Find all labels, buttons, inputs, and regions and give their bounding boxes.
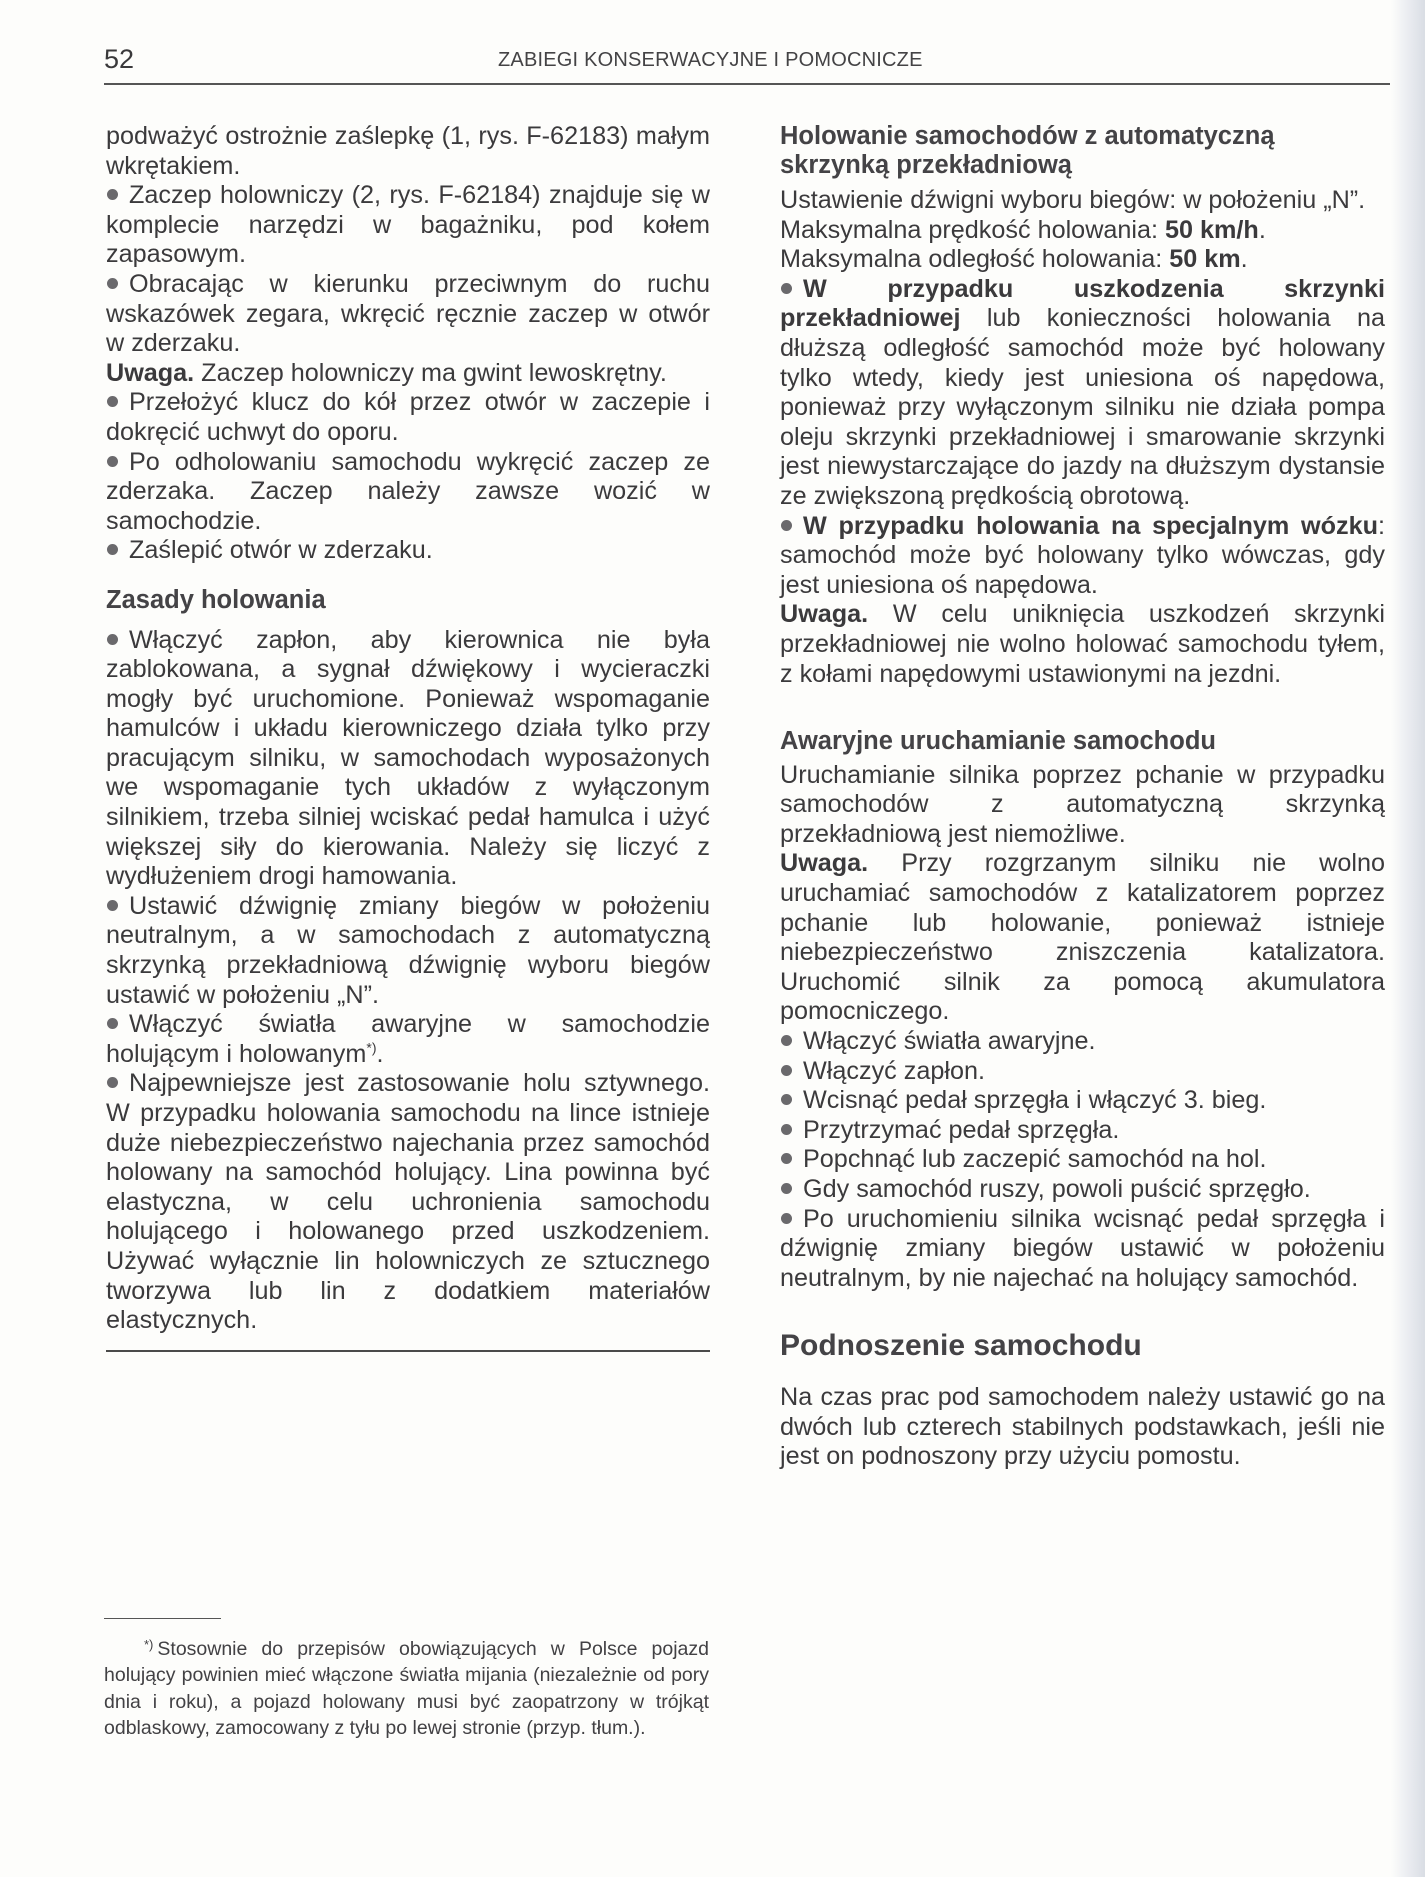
note-label: Uwaga. — [106, 358, 195, 387]
note-paragraph: Uwaga. Zaczep holowniczy ma gwint lewoskrętny. — [106, 358, 667, 387]
paragraph: podważyć ostrożnie zaślepkę (1, rys. F-62183) małym wkrętakiem. — [106, 122, 710, 180]
paragraph: Ustawienie dźwigni wyboru biegów: w położeniu „N”. — [780, 186, 1366, 214]
footnote-rule — [104, 1618, 221, 1619]
bullet-item: W przypadku holowania na specjalnym wózku: samochód może być holowany tylko wówczas, gdy jest uniesiona oś napędowa. — [780, 511, 1385, 599]
max-speed-value: 50 km/h — [1165, 215, 1259, 244]
section-heading-emergency-start: Awaryjne uruchamianie samochodu — [780, 727, 1216, 756]
bullet-item: Włączyć zapłon, aby kierownica nie była zablokowana, a sygnał dźwiękowy i wycieraczki mogły być uruchomione. Ponieważ wspomaganie hamulców i układu kierowniczego działa tylko przy pracującym silniku, w samochodach wyposażonych we wspomaganie tych układów z wyłączonym silnikiem, trzeba silniej wciskać pedał hamulca i użyć większej siły do kierowania. Należy się liczyć z wydłużeniem drogi hamowania. — [106, 625, 710, 891]
section-end-rule — [106, 1350, 710, 1352]
footnote-mark: *) — [144, 1637, 154, 1652]
bullet-item: W przypadku uszkodzenia skrzynki przekładniowej lub konieczności holowania na dłuższą odległość samochód może być holowany tylko wtedy, kiedy jest uniesiona oś napędowa, ponieważ przy wyłączonym silniku nie działa pompa oleju skrzynki przekładniowej i smarowanie skrzynki jest niewystarczające do jazdy na dłuższym dystansie ze zwiększoną prędkością obrotową. — [780, 274, 1385, 510]
bullet-item: Zaślepić otwór w zderzaku. — [106, 536, 710, 566]
max-speed-line: Maksymalna prędkość holowania: 50 km/h. — [780, 215, 1266, 244]
footnote — [104, 1632, 709, 1741]
section-heading-lifting: Podnoszenie samochodu — [780, 1329, 1142, 1363]
note-paragraph: Uwaga. Przy rozgrzanym silniku nie wolno uruchamiać samochodów z katalizatorem poprzez pchanie lub holowanie, ponieważ istnieje niebezpieczeństwo zniszczenia katalizatora. Uruchomić silnik za pomocą akumulatora pomocniczego. — [780, 849, 1385, 1026]
step-item: Po uruchomieniu silnika wcisnąć pedał sprzęgła i dźwignię zmiany biegów ustawić w położeniu neutralnym, by nie najechać na holujący samochód. — [780, 1204, 1385, 1292]
paragraph: Na czas prac pod samochodem należy ustawić go na dwóch lub czterech stabilnych podstawkach, jeśli nie jest on podnoszony przy użyciu pomostu. — [780, 1382, 1385, 1471]
bullet-item: Zaczep holowniczy (2, rys. F-62184) znajduje się w komplecie narzędzi w bagażniku, pod kołem zapasowym. — [106, 181, 710, 269]
bullet-item: Przełożyć klucz do kół przez otwór w zaczepie i dokręcić uchwyt do oporu. — [106, 388, 710, 446]
step-item: Włączyć światła awaryjne. — [780, 1027, 1385, 1057]
step-item: Popchnąć lub zaczepić samochód na hol. — [780, 1145, 1385, 1175]
note-label: Uwaga. — [780, 600, 869, 629]
page-header — [104, 40, 1394, 84]
section-heading-towing-rules: Zasady holowania — [106, 585, 326, 614]
bullet-item: Włączyć światła awaryjne w samochodzie holującym i holowanym*). — [106, 1010, 710, 1068]
bullet-item: Obracając w kierunku przeciwnym do ruchu wskazówek zegara, wkręcić ręcznie zaczep w otwór w zderzaku. — [106, 269, 710, 358]
paragraph: Uruchamianie silnika poprzez pchanie w przypadku samochodów z automatyczną skrzynką przekładniową jest niemożliwe. — [780, 760, 1385, 848]
left-column — [106, 122, 710, 1352]
right-column — [780, 122, 1385, 1472]
max-distance-value: 50 km — [1169, 245, 1241, 274]
step-item: Wcisnąć pedał sprzęgła i włączyć 3. bieg. — [780, 1086, 1385, 1116]
bullet-item: Najpewniejsze jest zastosowanie holu sztywnego. W przypadku holowania samochodu na lince istnieje duże niebezpieczeństwo najechania przez samochód holowany na samochód holujący. Lina powinna być elastyczna, w celu uchronienia samochodu holującego i holowanego przed uszkodzeniem. Używać wyłącznie lin holowniczych ze sztucznego tworzywa lub lin z dodatkiem materiałów elastycznych. — [106, 1069, 710, 1335]
step-item: Gdy samochód ruszy, powoli puścić sprzęgło. — [780, 1175, 1385, 1205]
footnote-reference: *) — [366, 1039, 377, 1056]
max-distance-line: Maksymalna odległość holowania: 50 km. — [780, 245, 1248, 274]
page-edge-shadow — [1391, 0, 1425, 1877]
header-rule — [104, 83, 1390, 85]
footnote-text: Stosownie do przepisów obowiązujących w Polsce pojazd holujący powinien mieć włączone światła mijania (niezależnie od pory dnia i roku), a pojazd holowany musi być zaopatrzony w trójkąt odblaskowy, zamocowany z tyłu po lewej stronie (przyp. tłum.). — [104, 1638, 709, 1739]
page-number: 52 — [104, 44, 135, 74]
note-paragraph: Uwaga. W celu uniknięcia uszkodzeń skrzynki przekładniowej nie wolno holować samochodu tyłem, z kołami napędowymi ustawionymi na jezdni. — [780, 600, 1385, 688]
bullet-item: Ustawić dźwignię zmiany biegów w położeniu neutralnym, a w samochodach z automatyczną skrzynką przekładniową dźwignię wyboru biegów ustawić w położeniu „N”. — [106, 891, 710, 1009]
section-heading-automatic-towing: Holowanie samochodów z automatyczną skrzynką przekładniową — [780, 122, 1275, 179]
running-title: ZABIEGI KONSERWACYJNE I POMOCNICZE — [498, 49, 923, 71]
step-item: Włączyć zapłon. — [780, 1057, 1385, 1087]
note-label: Uwaga. — [780, 849, 869, 878]
step-item: Przytrzymać pedał sprzęgła. — [780, 1116, 1385, 1146]
bullet-item: Po odholowaniu samochodu wykręcić zaczep ze zderzaka. Zaczep należy zawsze wozić w samochodzie. — [106, 447, 710, 535]
